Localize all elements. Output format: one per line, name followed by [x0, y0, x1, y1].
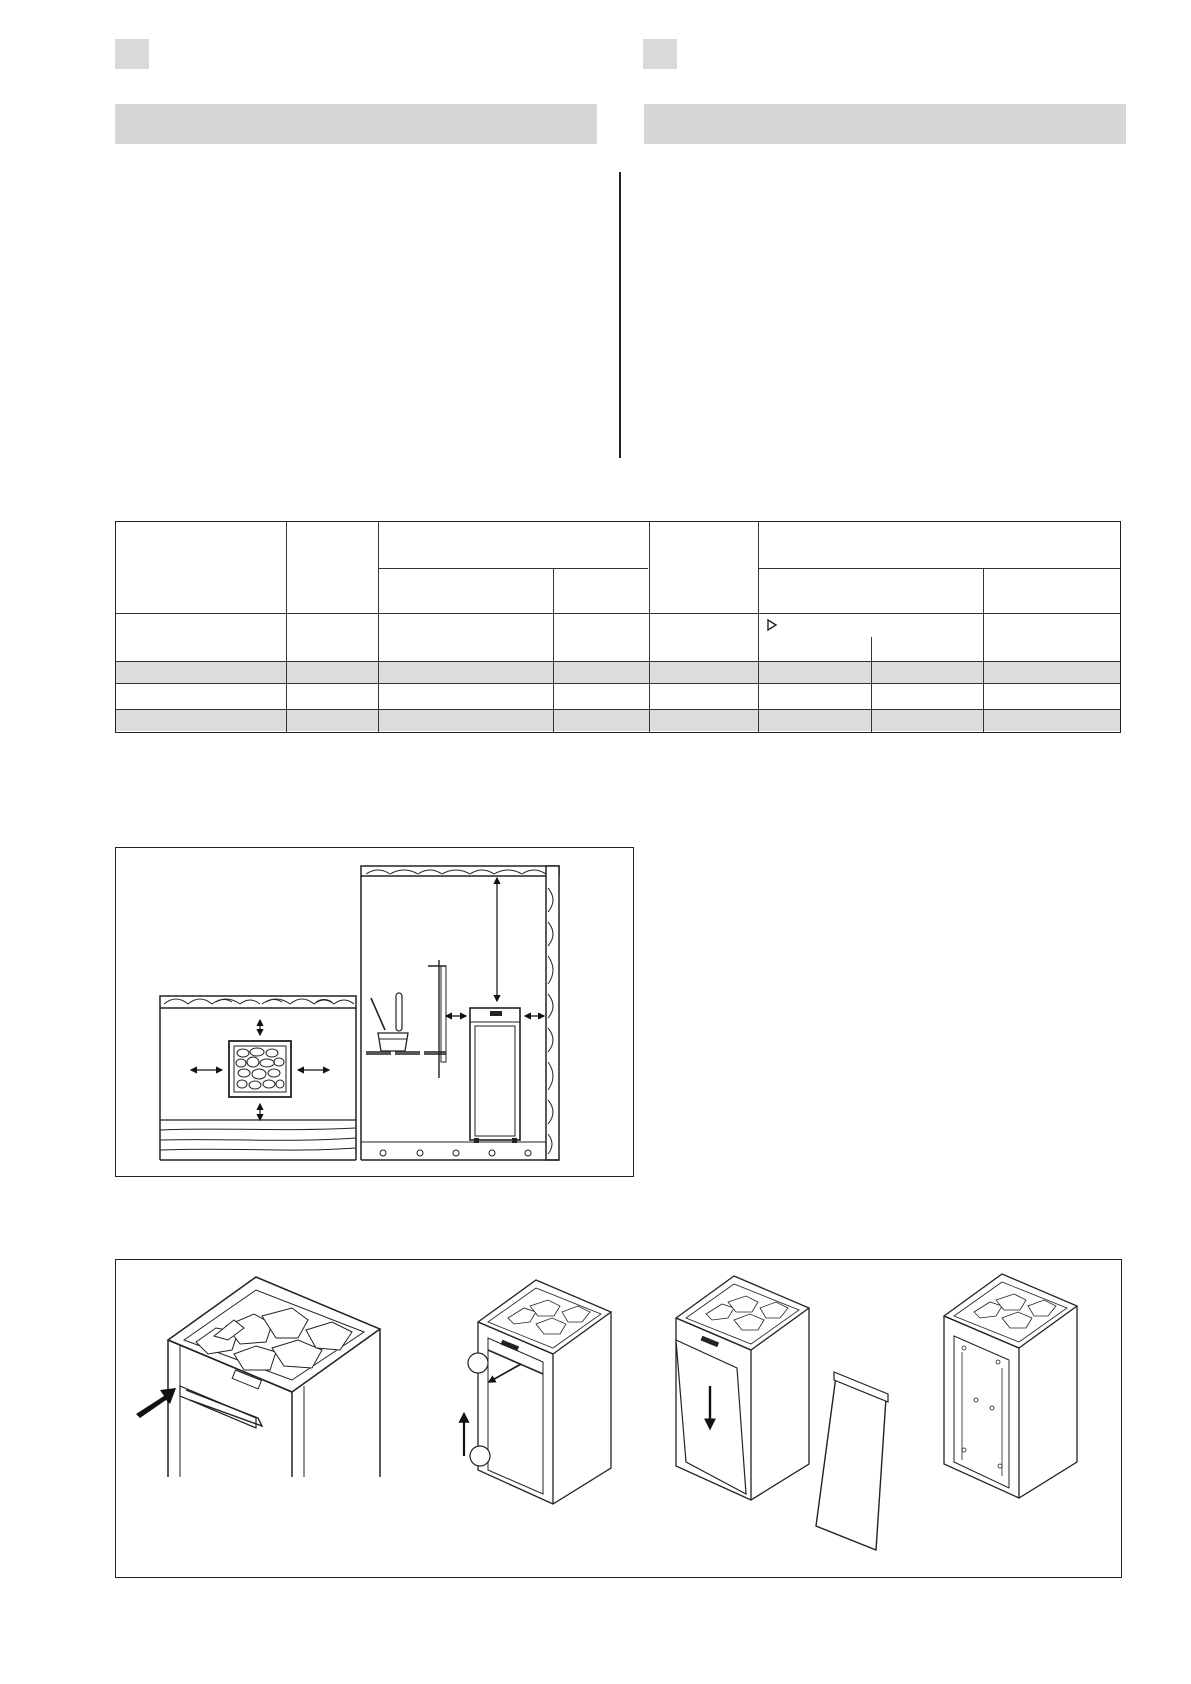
- table-row-shade: [116, 709, 1120, 731]
- right-section-heading: [644, 104, 1126, 144]
- sauna-bucket-icon: [371, 993, 408, 1051]
- table-subheader-rule: [378, 568, 648, 569]
- panel-removal-figure: [115, 1259, 1122, 1578]
- panel-removal-drawing: [116, 1260, 1121, 1577]
- heater-step-2: [464, 1280, 611, 1504]
- heater-step-4: [816, 1274, 1077, 1550]
- table-col-rule: [983, 568, 984, 732]
- heater-side-view: [361, 866, 559, 1160]
- table-row-rule: [116, 661, 1120, 662]
- table-col-rule: [758, 522, 759, 732]
- specification-table: [115, 521, 1121, 733]
- clearance-figure: [115, 847, 634, 1177]
- front-panel-icon: [816, 1372, 888, 1550]
- table-col-rule: [286, 522, 287, 732]
- table-col-rule: [871, 637, 872, 732]
- table-row-rule: [116, 683, 1120, 684]
- left-section-marker: [115, 39, 149, 69]
- clearance-drawing: [116, 848, 633, 1176]
- triangle-marker-icon: [766, 618, 778, 632]
- table-header-rule: [116, 613, 1120, 614]
- heater-step-3: [676, 1276, 809, 1500]
- table-subheader-rule: [758, 568, 1120, 569]
- table-row-rule: [116, 709, 1120, 710]
- push-arrow-icon: [136, 1388, 176, 1418]
- table-col-rule: [378, 522, 379, 732]
- left-section-heading: [115, 104, 597, 144]
- table-col-rule: [649, 522, 650, 732]
- heater-with-stones: [136, 1277, 380, 1477]
- heater-top-view: [160, 996, 356, 1160]
- right-section-marker: [643, 39, 677, 69]
- table-col-rule: [553, 568, 554, 732]
- table-row-shade: [116, 661, 1120, 683]
- column-divider: [619, 172, 621, 458]
